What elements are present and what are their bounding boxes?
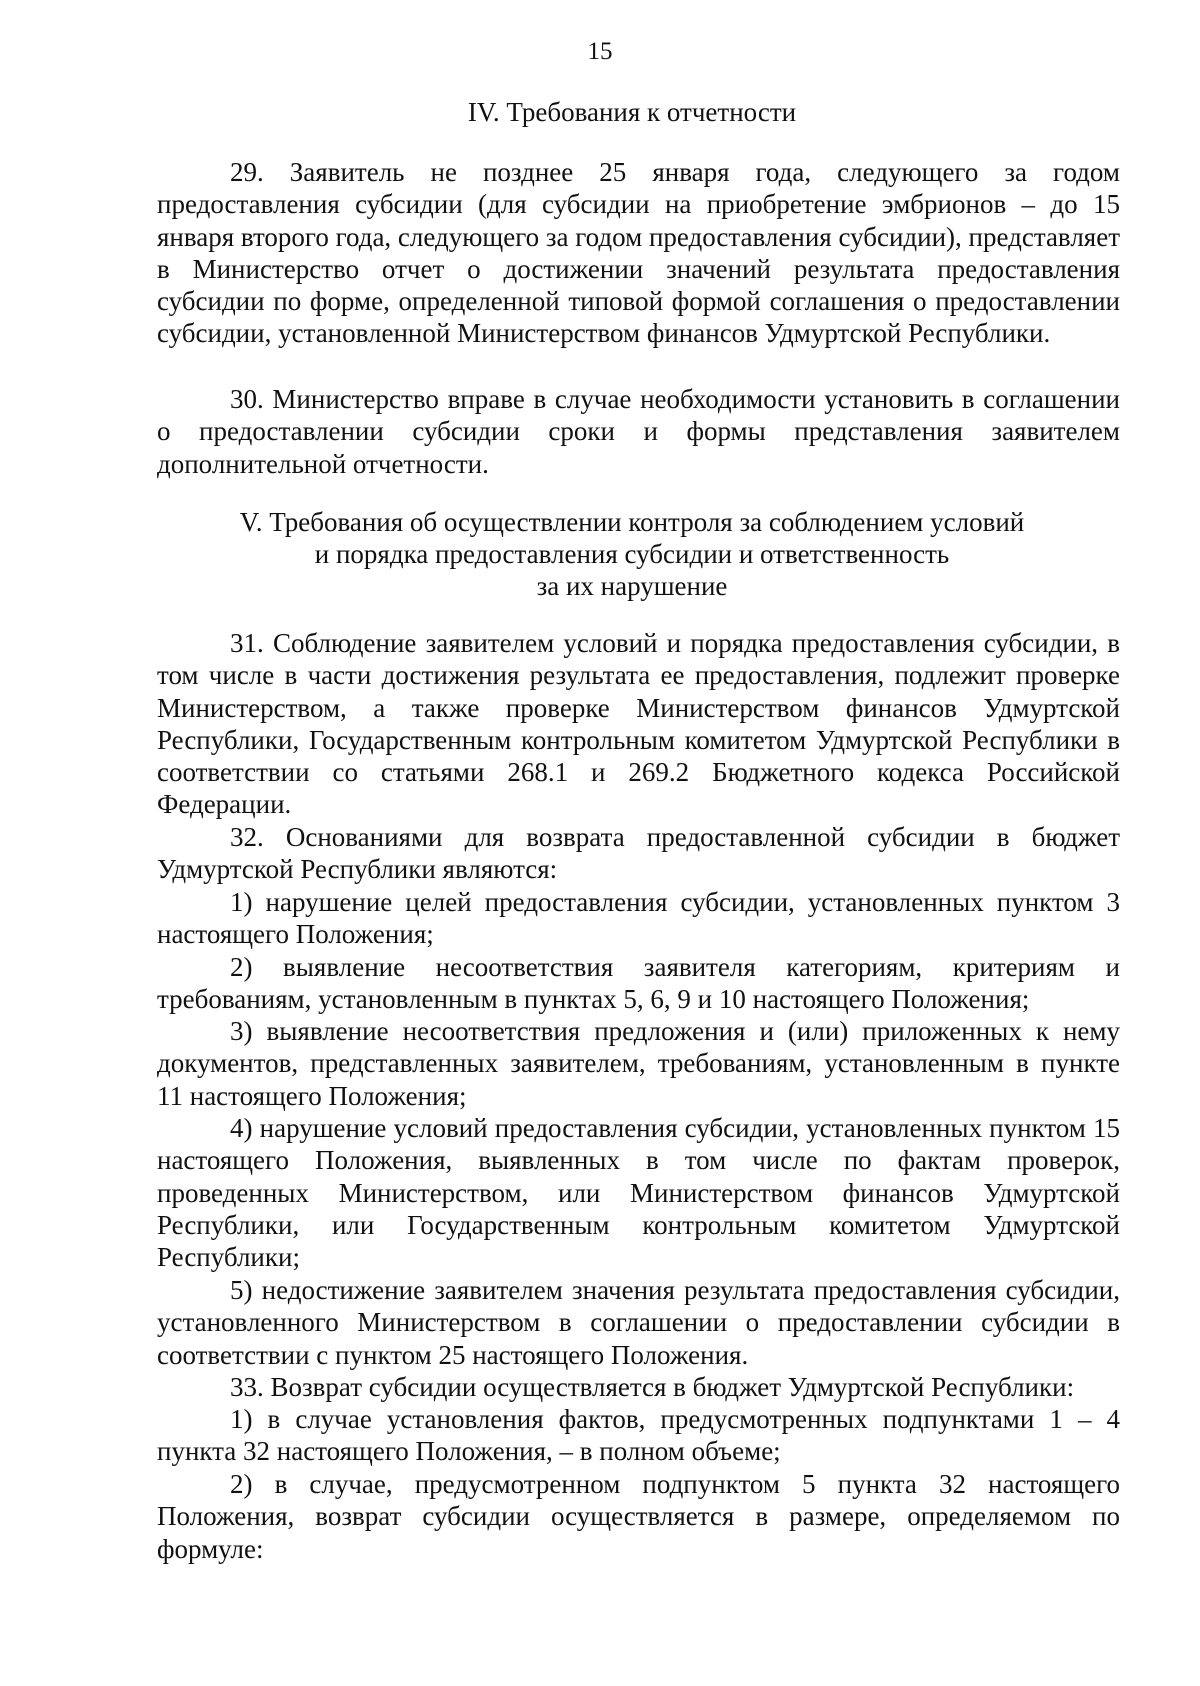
section-iv-heading <box>150 96 1114 128</box>
paragraph-32: 32. Основаниями для возврата предоставленной субсидии в бюджет Удмуртской Республики являются: <box>157 822 1120 885</box>
paragraph-30: 30. Министерство вправе в случае необходимости установить в соглашении о предоставлении субсидии сроки и формы представления заявителем дополнительной отчетности. <box>157 384 1120 479</box>
page-number: 15 <box>587 38 613 65</box>
paragraph-32-item-1: 1) нарушение целей предоставления субсидии, установленных пунктом 3 настоящего Положения; <box>157 887 1120 950</box>
section-v-heading <box>150 506 1114 602</box>
paragraph-32-item-5: 5) недостижение заявителем значения результата предоставления субсидии, установленного Министерством в соглашении о предоставлении субсидии в соответствии с пунктом 25 настоящего Положения. <box>157 1275 1120 1370</box>
paragraph-32-item-4: 4) нарушение условий предоставления субсидии, установленных пунктом 15 настоящего Положения, выявленных в том числе по фактам проверок, проведенных Министерством, или Министерством финансов Удмуртской Республики, или Государственным контрольным комитетом Удмуртской Республики; <box>157 1113 1120 1273</box>
section-iv-title: IV. Требования к отчетности <box>467 97 797 127</box>
paragraph-33-item-1: 1) в случае установления фактов, предусмотренных подпунктами 1 – 4 пункта 32 настоящего Положения, – в полном объеме; <box>157 1404 1120 1467</box>
paragraph-32-item-2: 2) выявление несоответствия заявителя категориям, критериям и требованиям, установленным в пунктах 5, 6, 9 и 10 настоящего Положения; <box>157 952 1120 1015</box>
section-v-title-line-1: V. Требования об осуществлении контроля за соблюдением условий <box>239 507 1025 537</box>
section-v-title-line-3: за их нарушение <box>536 571 728 601</box>
paragraph-29: 29. Заявитель не позднее 25 января года, следующего за годом предоставления субсидии (для субсидии на приобретение эмбрионов – до 15 января второго года, следующего за годом предоставления субсидии), представляет в Министерство отчет о достижении значений результата предоставления субсидии по форме, определенной типовой формой соглашения о предоставлении субсидии, установленной Министерством финансов Удмуртской Республики. <box>157 157 1120 349</box>
paragraph-32-item-3: 3) выявление несоответствия предложения и (или) приложенных к нему документов, представленных заявителем, требованиям, установленным в пункте 11 настоящего Положения; <box>157 1016 1120 1111</box>
paragraph-33-item-2: 2) в случае, предусмотренном подпунктом 5 пункта 32 настоящего Положения, возврат субсидии осуществляется в размере, определяемом по формуле: <box>157 1469 1120 1564</box>
paragraph-31: 31. Соблюдение заявителем условий и порядка предоставления субсидии, в том числе в части достижения результата ее предоставления, подлежит проверке Министерством, а также проверке Министерством финансов Удмуртской Республики, Государственным контрольным комитетом Удмуртской Республики в соответствии со статьями 268.1 и 269.2 Бюджетного кодекса Российской Федерации. <box>157 628 1120 820</box>
section-v-title-line-2: и порядка предоставления субсидии и ответственность <box>314 539 950 569</box>
paragraph-33: 33. Возврат субсидии осуществляется в бюджет Удмуртской Республики: <box>230 1372 1075 1402</box>
